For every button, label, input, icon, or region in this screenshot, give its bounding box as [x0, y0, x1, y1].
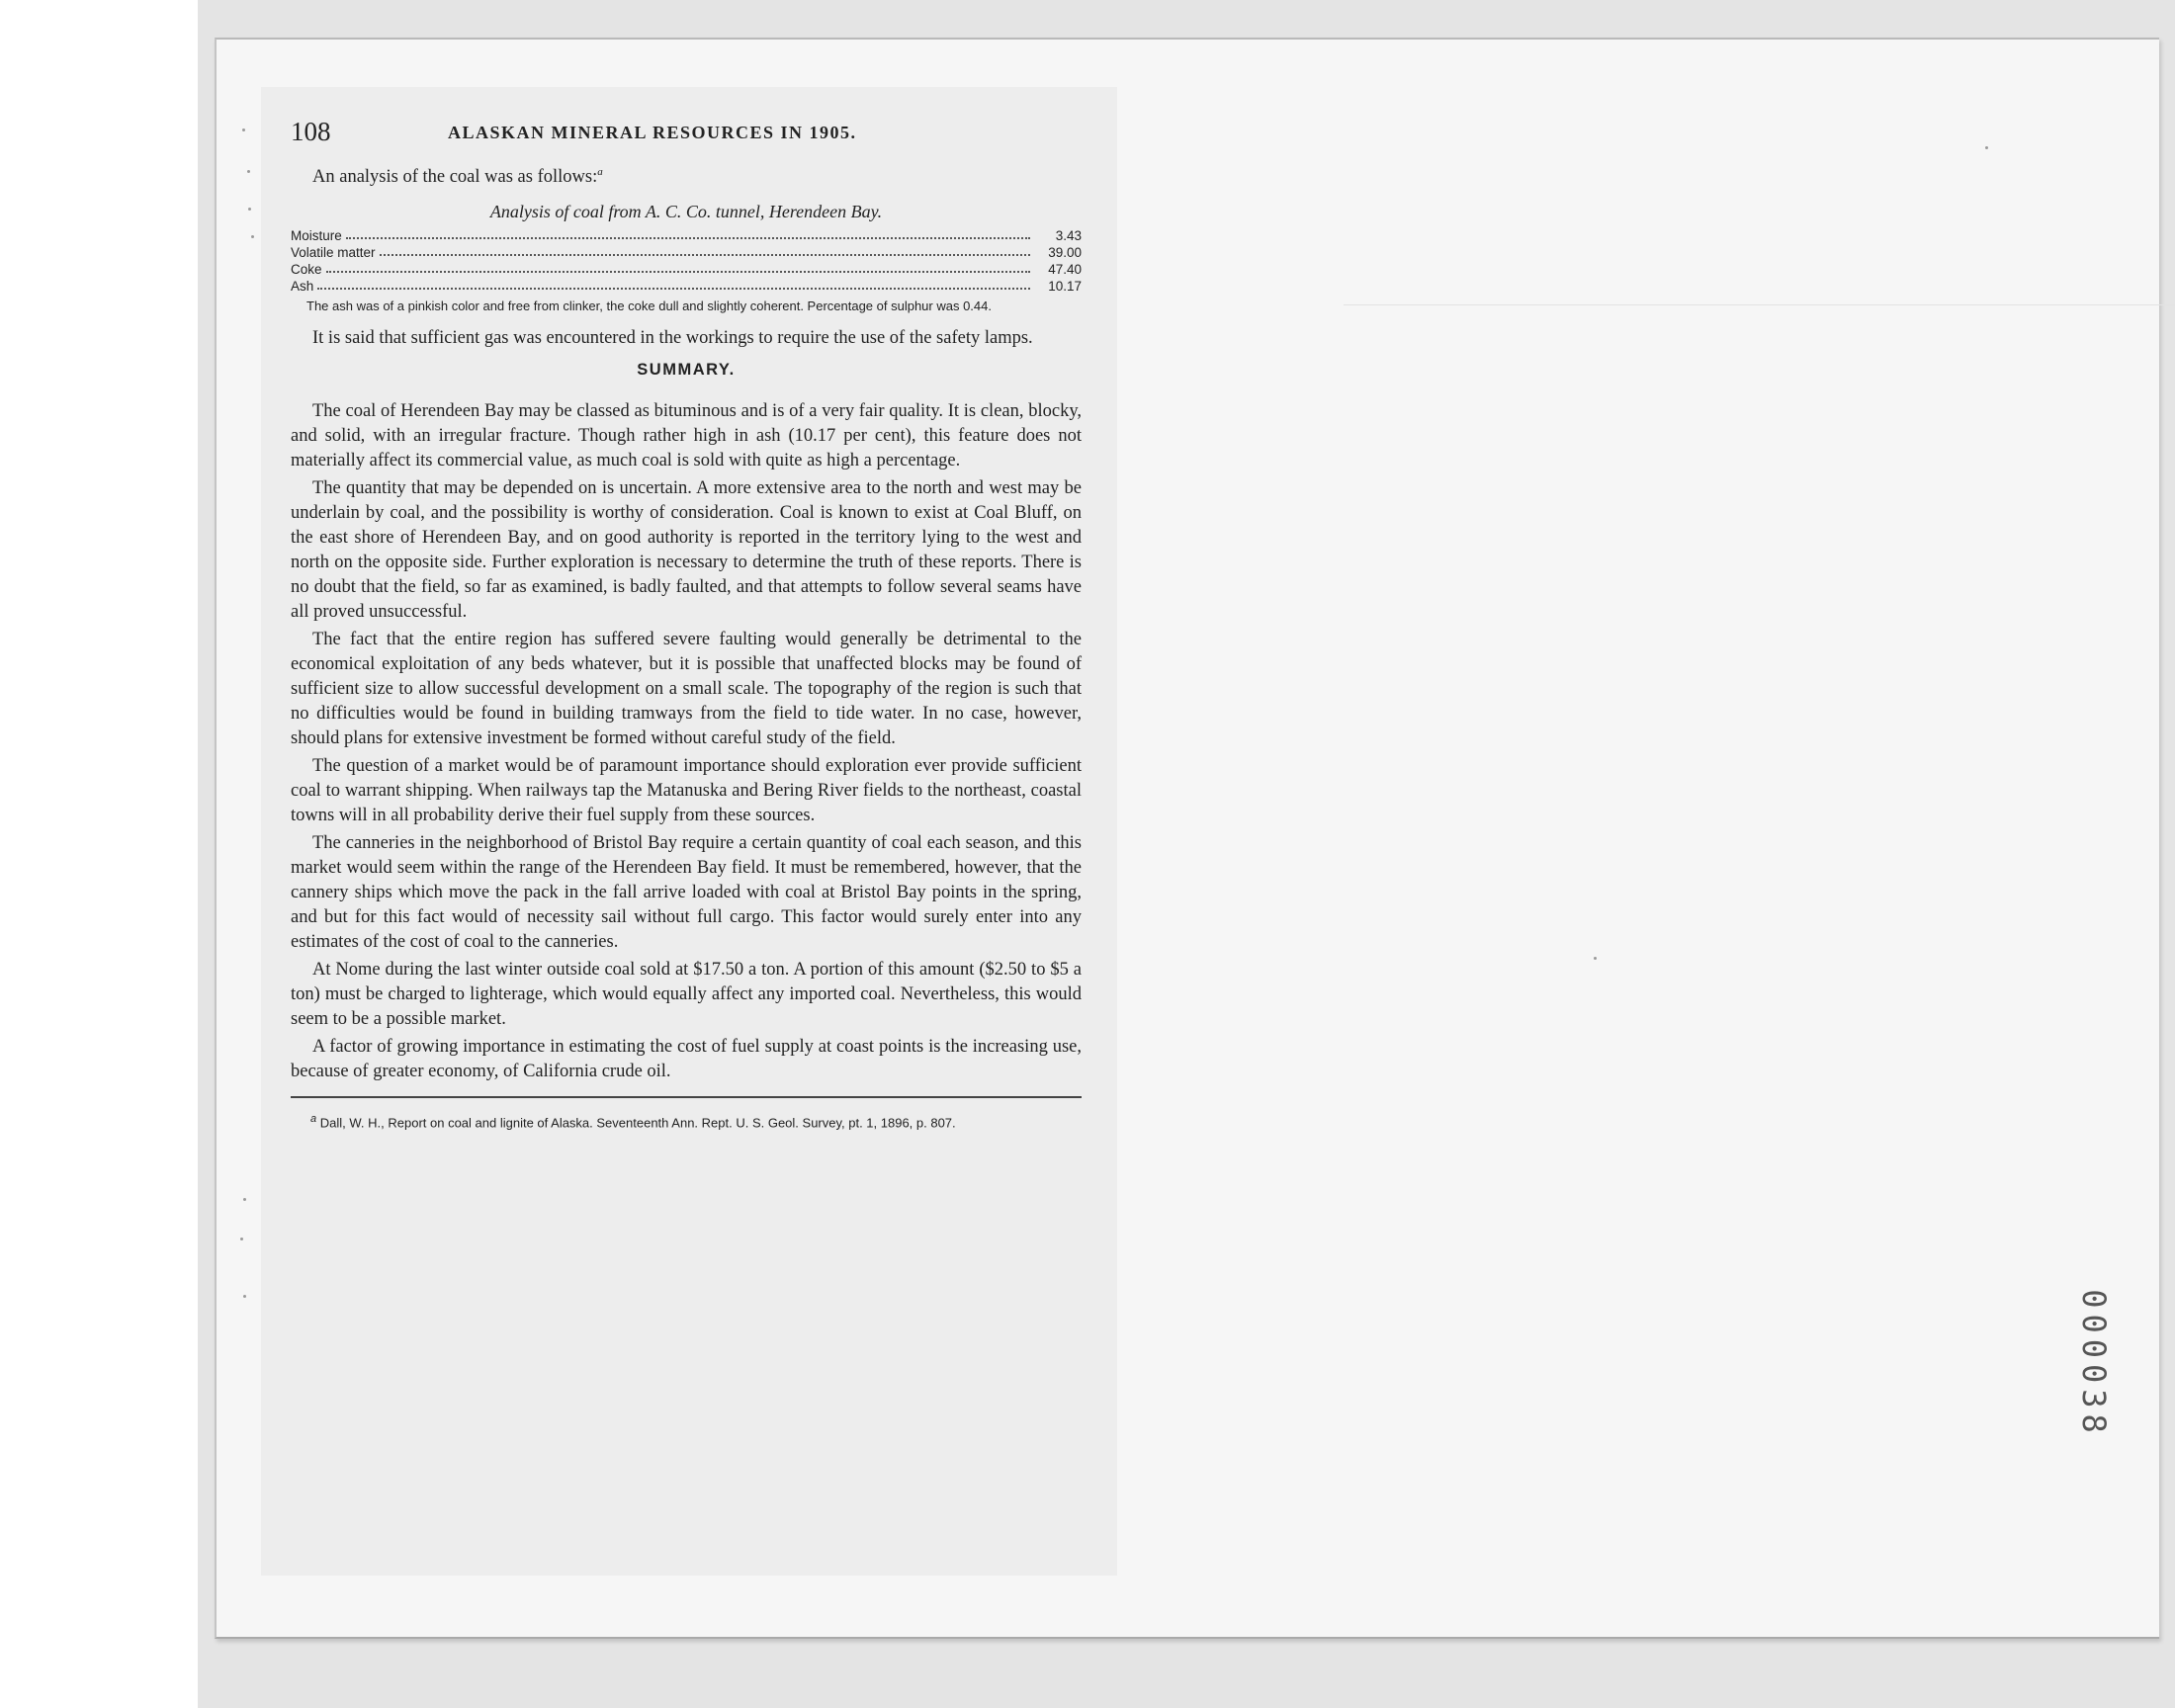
scan-speck — [1985, 146, 1988, 149]
page-content — [291, 117, 1082, 1144]
scan-speck — [240, 1238, 243, 1240]
stamp-number-text: 000038 — [2075, 1289, 2113, 1439]
analysis-row — [291, 243, 1082, 260]
footnote-reference: a — [597, 166, 603, 178]
gas-paragraph: It is said that sufficient gas was encountered in the workings to require the use of the safety lamps. — [312, 328, 1033, 349]
analysis-value: 39.00 — [1048, 245, 1082, 261]
summary-paragraph: The canneries in the neighborhood of Bristol Bay require a certain quantity of coal each season, and this market would seem within the range of the Herendeen Bay field. It must be remembered, however, that the cannery ships which move the pack in the fall arrive loaded with coal at Bristol Bay points in the spring, and but for this fact would of necessity sail without full cargo. This factor would surely enter into any estimates of the cost of coal to the canneries. — [291, 833, 1082, 953]
dot-leader — [317, 288, 1030, 290]
archive-stamp-number — [2075, 1265, 2113, 1463]
footnote-rule — [291, 1096, 1082, 1098]
analysis-row — [291, 277, 1082, 294]
analysis-value: 47.40 — [1048, 262, 1082, 278]
summary-paragraph: At Nome during the last winter outside coal sold at $17.50 a ton. A portion of this amount ($2.50 to $5 a ton) must be charged to lighterage, which would equally affect any imported coal. Nevertheless, this would seem to be a possible market. — [291, 960, 1082, 1030]
footnote-marker: a — [310, 1113, 317, 1126]
scan-speck — [243, 1295, 246, 1298]
page-header — [291, 117, 1082, 150]
page-number: 108 — [291, 117, 331, 146]
sheet-fold-line — [1344, 304, 2175, 305]
analysis-label: Volatile matter — [291, 245, 376, 261]
intro-text: An analysis of the coal was as follows: — [312, 167, 598, 188]
scan-speck — [251, 235, 254, 238]
dot-leader — [346, 237, 1030, 239]
analysis-value: 3.43 — [1055, 228, 1082, 244]
analysis-note: The ash was of a pinkish color and free from clinker, the coke dull and slightly coherent. Percentage of sulphur was 0.44. — [306, 299, 992, 314]
analysis-value: 10.17 — [1048, 279, 1082, 295]
analysis-label: Ash — [291, 279, 314, 295]
summary-paragraph: The coal of Herendeen Bay may be classed as bituminous and is of a very fair quality. It is clean, blocky, and solid, with an irregular fracture. Though rather high in ash (10.17 per cent), this feature does not materially affect its commercial value, as much coal is sold with quite as high a percentage. — [291, 401, 1082, 471]
analysis-row — [291, 226, 1082, 243]
scan-speck — [243, 1198, 246, 1201]
intro-paragraph — [291, 160, 1082, 190]
scan-speck — [248, 208, 251, 211]
analysis-label: Moisture — [291, 228, 342, 244]
footnote-text: Dall, W. H., Report on coal and lignite of Alaska. Seventeenth Ann. Rept. U. S. Geol. Survey, pt. 1, 1896, p. 807. — [319, 1115, 956, 1131]
summary-heading: SUMMARY. — [637, 361, 736, 380]
running-head: ALASKAN MINERAL RESOURCES IN 1905. — [448, 123, 857, 142]
analysis-row — [291, 260, 1082, 277]
summary-paragraph: The question of a market would be of paramount importance should exploration ever provide sufficient coal to warrant shipping. When railways tap the Matanuska and Bering River fields to the northeast, coastal towns will in all probability derive their fuel supply from these sources. — [291, 756, 1082, 826]
summary-paragraph: The quantity that may be depended on is uncertain. A more extensive area to the north and west may be underlain by coal, and the possibility is worthy of consideration. Coal is known to exist at Coal Bluff, on the east shore of Herendeen Bay, and on good authority is reported in the territory lying to the west and north on the opposite side. Further exploration is necessary to determine the truth of these reports. There is no doubt that the field, so far as examined, is badly faulted, and that attempts to follow several seams have all proved unsuccessful. — [291, 478, 1082, 623]
scan-speck — [247, 170, 250, 173]
summary-paragraph: A factor of growing importance in estimating the cost of fuel supply at coast points is the increasing use, because of greater economy, of California crude oil. — [291, 1037, 1082, 1082]
footnote — [291, 1111, 1082, 1131]
scan-speck — [242, 128, 245, 131]
dot-leader — [326, 271, 1030, 273]
summary-paragraph: The fact that the entire region has suffered severe faulting would generally be detrimental to the economical exploitation of any beds whatever, but it is possible that unaffected blocks may be found of sufficient size to allow successful development on a small scale. The topography of the region is such that no difficulties would be found in building tramways from the field to tide water. In no case, however, should plans for extensive investment be formed without careful study of the field. — [291, 630, 1082, 749]
analysis-table — [291, 226, 1082, 294]
analysis-label: Coke — [291, 262, 322, 278]
analysis-caption: Analysis of coal from A. C. Co. tunnel, Herendeen Bay. — [489, 202, 883, 222]
scan-speck — [1594, 957, 1597, 960]
dot-leader — [380, 254, 1030, 256]
document-page — [261, 87, 1117, 1576]
